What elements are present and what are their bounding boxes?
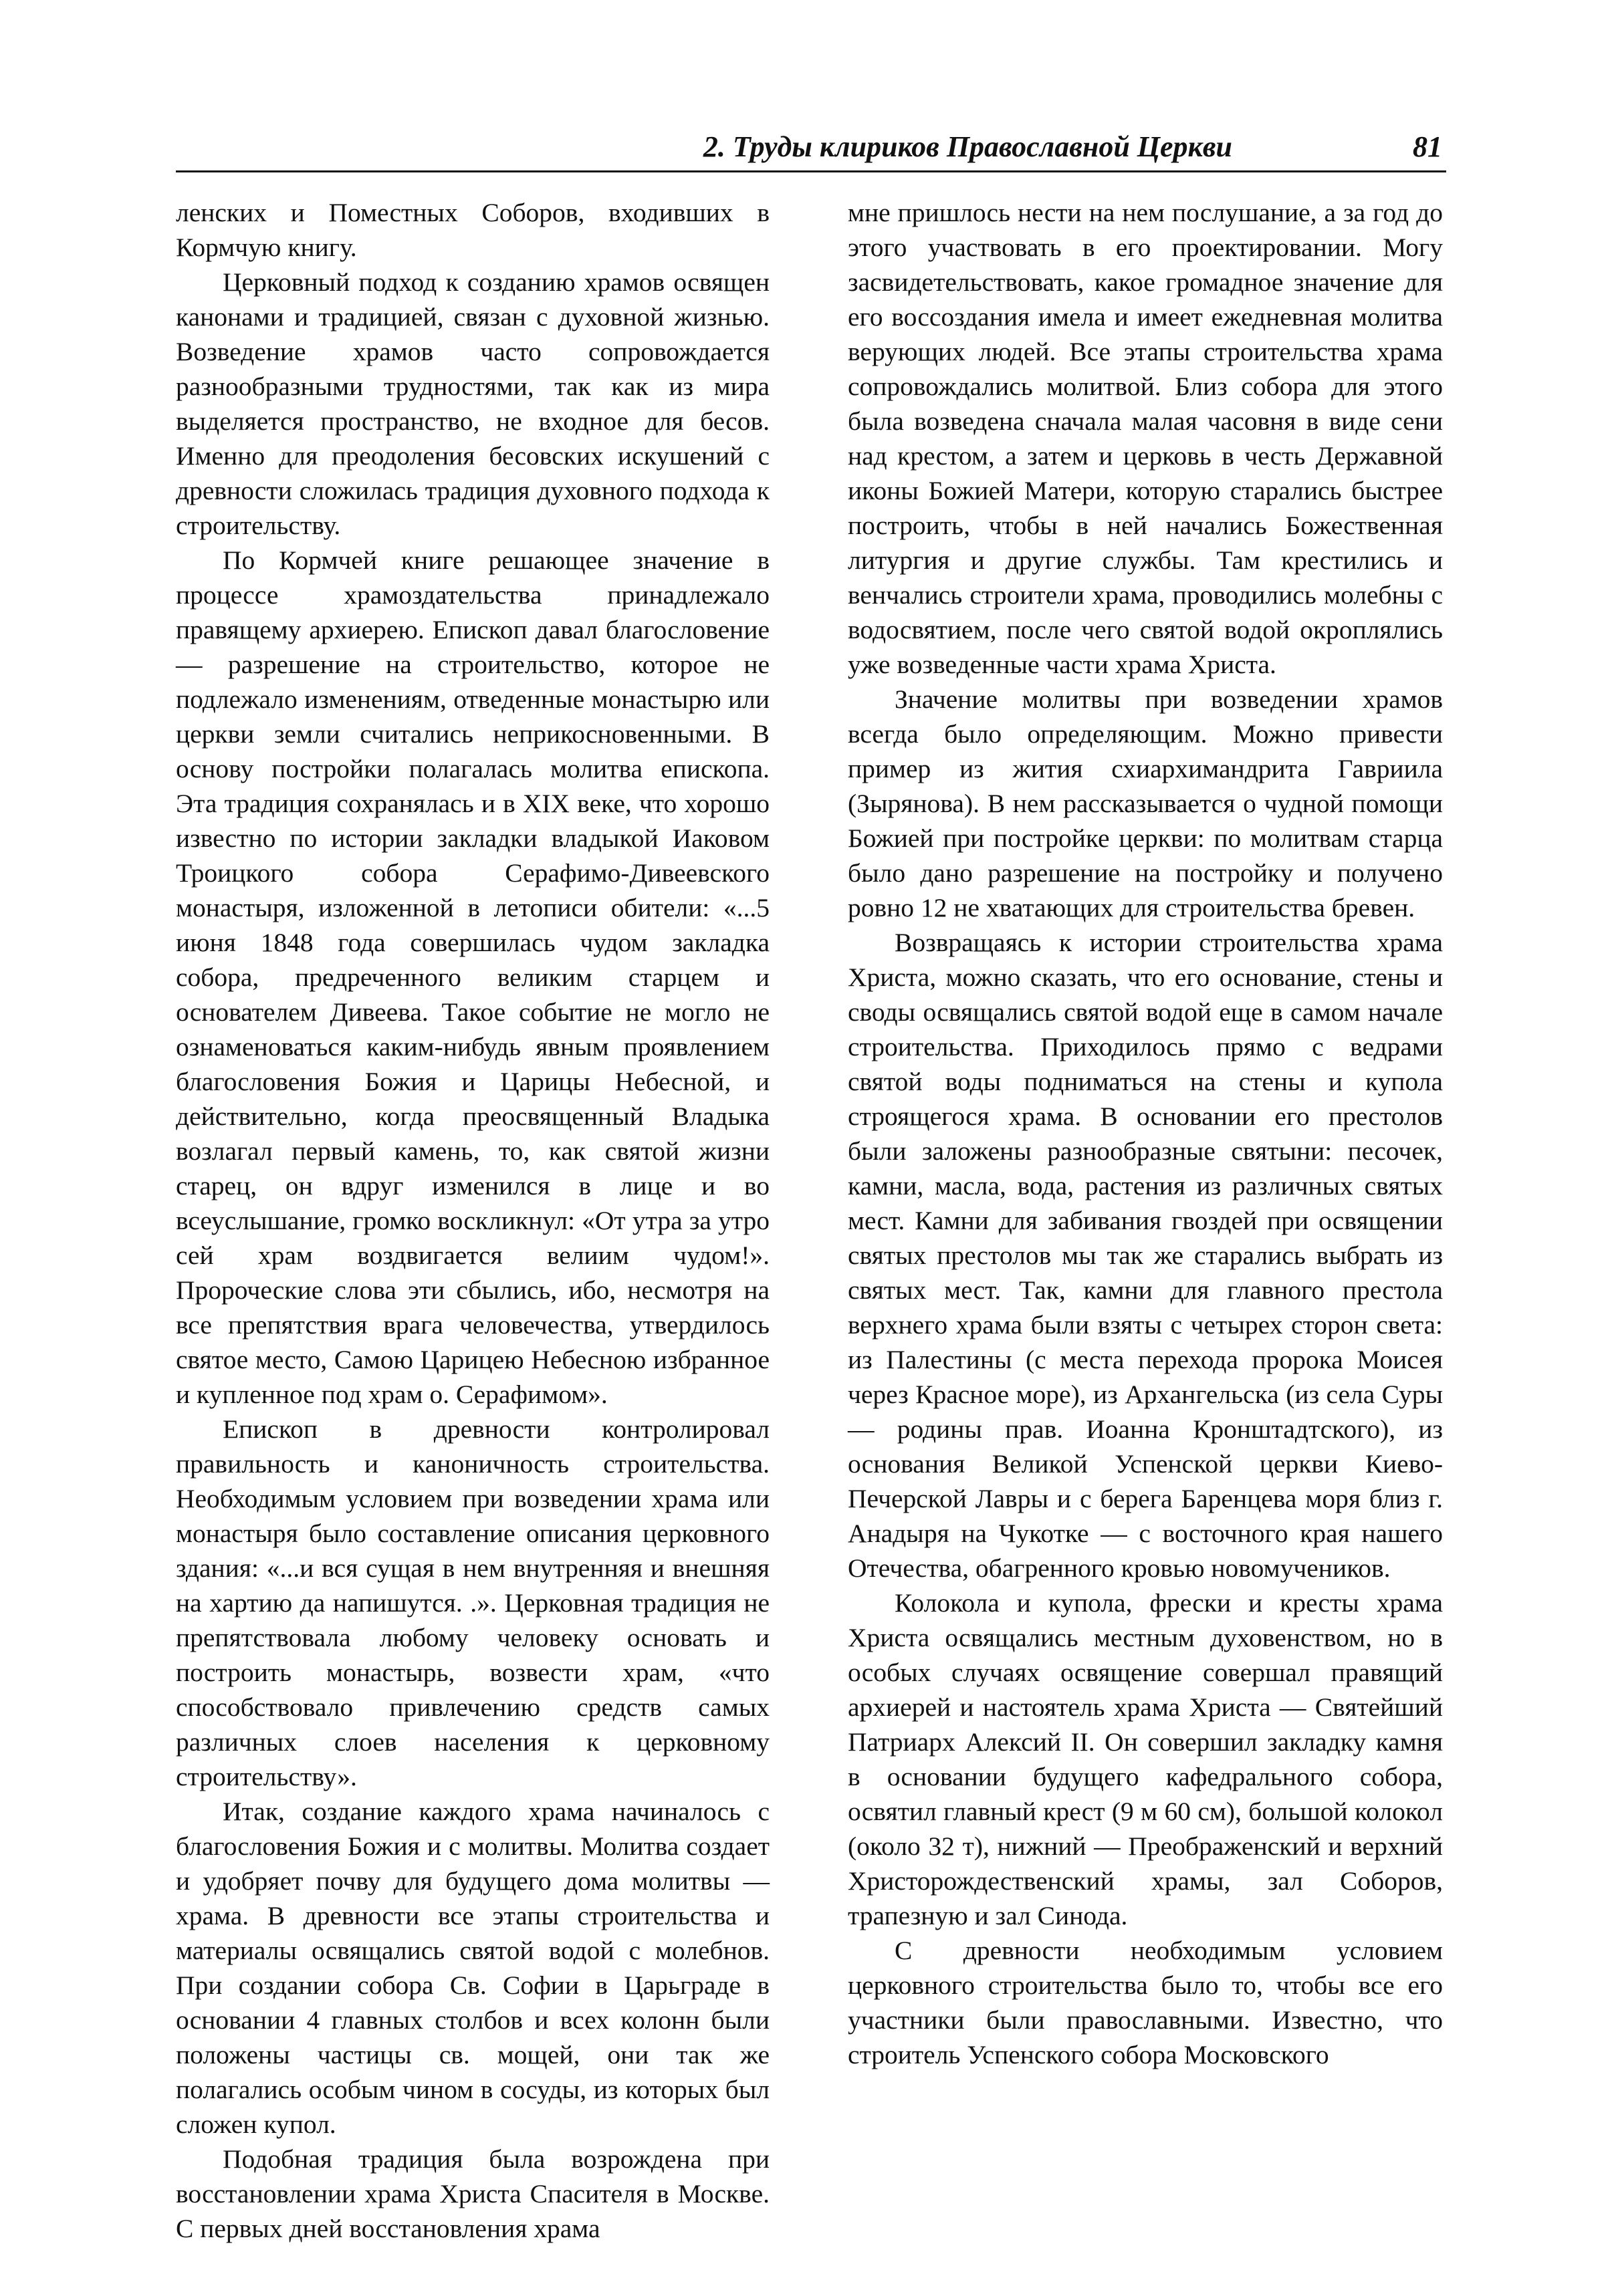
paragraph: По Кормчей книге решающее значение в процессе храмоздательства принадлежало правящему архиерею. Епископ давал благословение — разрешение на строительство, которое не подлежало изменениям, отведенные монастырю или церкви земли считались неприкосновенными. В основу постройки полагалась молитва епископа. Эта традиция сохранялась и в XIX веке, что хорошо известно по истории закладки владыкой Иаковом Троицкого собора Серафимо-Дивеевского монастыря, изложенной в летописи обители: «...5 июня 1848 года совершилась чудом закладка собора, предреченного великим старцем и основателем Дивеева. Такое событие не могло не ознаменоваться каким-нибудь явным проявлением благословения Божия и Царицы Небесной, и действительно, когда преосвященный Владыка возлагал первый камень, то, как святой жизни старец, он вдруг изменился в лице и во всеуслышание, громко воскликнул: «От утра за утро сей храм воздвигается велиим чудом!». Пророческие слова эти сбылись, ибо, несмотря на все препятствия врага человечества, утвердилось святое место, Самою Царицею Небесною избранное и купленное под храм о. Серафимом». — [176, 545, 770, 1409]
page-header — [176, 117, 1446, 172]
paragraph: Итак, создание каждого храма начиналось с благословения Божия и с молитвы. Молитва создает и удобряет почву для будущего дома молитвы — храма. В древности все этапы строительства и материалы освящались святой водой с молебнов. При создании собора Св. Софии в Царьграде в основании 4 главных столбов и всех колонн были положены частицы св. мощей, они так же полагались особым чином в сосуды, из которых был сложен купол. — [176, 1797, 770, 2139]
paragraph: Значение молитвы при возведении храмов всегда было определяющим. Можно привести пример из жития схиархимандрита Гавриила (Зырянова). В нем рассказывается о чудной помощи Божией при постройке церкви: по молитвам старца было дано разрешение на постройку и получено ровно 12 не хватающих для строительства бревен. — [848, 684, 1443, 922]
paragraph: Подобная традиция была возрождена при восстановлении храма Христа Спасителя в Москве. С первых дней восстановления храма — [176, 2144, 770, 2243]
left-column — [176, 195, 770, 2246]
paragraph: Епископ в древности контролировал правильность и каноничность строительства. Необходимым условием при возведении храма или монастыря было составление описания церковного здания: «...и вся сущая в нем внутренняя и внешняя на хартию да напишутся. .». Церковная традиция не препятствовала любому человеку основать и построить монастырь, возвести храм, «что способствовало привлечению средств самых различных слоев населения к церковному строительству». — [176, 1414, 770, 1791]
paragraph: ленских и Поместных Соборов, входивших в Кормчую книгу. — [176, 198, 770, 262]
paragraph: мне пришлось нести на нем послушание, а за год до этого участвовать в его проектировании. Могу засвидетельствовать, какое громадное значение для его воссоздания имела и имеет ежедневная молитва верующих людей. Все этапы строительства храма сопровождались молитвой. Близ собора для этого была возведена сначала малая часовня в виде сени над крестом, а затем и церковь в честь Державной иконы Божией Матери, которую старались быстрее построить, чтобы в ней начались Божественная литургия и другие службы. Там крестились и венчались строители храма, проводились молебны с водосвятием, после чего святой водой окроплялись уже возведенные части храма Христа. — [848, 198, 1443, 679]
paragraph: С древности необходимым условием церковного строительства было то, чтобы все его участники были православными. Известно, что строитель Успенского собора Московского — [848, 1936, 1443, 2069]
paragraph: Церковный подход к созданию храмов освящен канонами и традицией, связан с духовной жизнью. Возведение храмов часто сопровождается разнообразными трудностями, так как из мира выделяется пространство, не входное для бесов. Именно для преодоления бесовских искушений с древности сложилась традиция духовного подхода к строительству. — [176, 267, 770, 540]
right-column — [848, 195, 1443, 2072]
paragraph: Возвращаясь к истории строительства храма Христа, можно сказать, что его основание, стены и своды освящались святой водой еще в самом начале строительства. Приходилось прямо с ведрами святой воды подниматься на стены и купола строящегося храма. В основании его престолов были заложены разнообразные святыни: песочек, камни, масла, вода, растения из различных святых мест. Камни для забивания гвоздей при освящении святых престолов мы так же старались выбрать из святых мест. Так, камни для главного престола верхнего храма были взяты с четырех сторон света: из Палестины (с места перехода пророка Моисея через Красное море), из Архангельска (из села Суры — родины прав. Иоанна Кронштадтского), из основания Великой Успенской церкви Киево-Печерской Лавры и с берега Баренцева моря близ г. Анадыря на Чукотке — с восточного края нашего Отечества, обагренного кровью новомучеников. — [848, 928, 1443, 1583]
paragraph: Колокола и купола, фрески и кресты храма Христа освящались местным духовенством, но в особых случаях освящение совершал правящий архиерей и настоятель храма Христа — Святейший Патриарх Алексий II. Он совершил закладку камня в основании будущего кафедрального собора, освятил главный крест (9 м 60 см), большой колокол (около 32 т), нижний — Преображенский и верхний Христорождественский храмы, зал Соборов, трапезную и зал Синода. — [848, 1588, 1443, 1930]
page-number: 81 — [1413, 130, 1442, 163]
running-title: 2. Труды клириков Православной Церкви — [703, 130, 1232, 163]
